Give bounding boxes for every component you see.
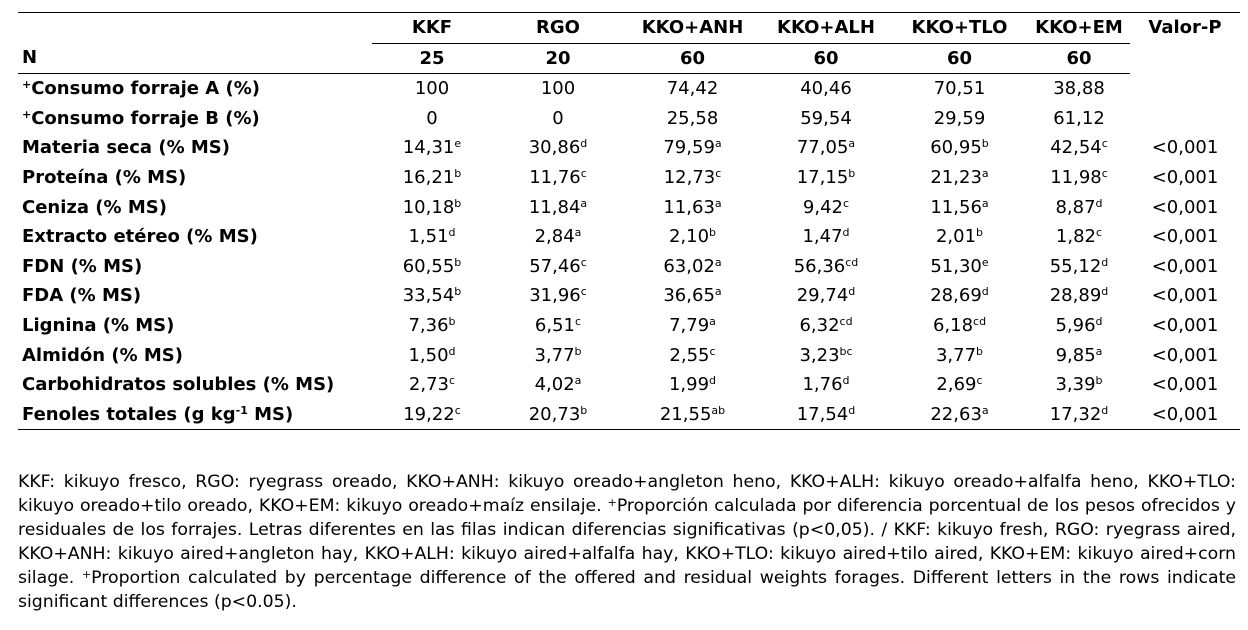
value-text: 2,69 — [936, 374, 977, 396]
value-cell — [492, 133, 624, 163]
value-cell — [891, 311, 1028, 341]
significance-letter: a — [714, 196, 722, 210]
value-text: 29,59 — [933, 107, 986, 129]
value-cell — [891, 400, 1028, 430]
significance-letter: a — [848, 137, 856, 151]
value-text: 28,69 — [930, 285, 982, 307]
significance-letter: d — [448, 344, 456, 358]
significance-letter: b — [976, 344, 984, 358]
value-text: 74,42 — [666, 78, 719, 100]
value-cell — [891, 341, 1028, 371]
value-cell — [1028, 74, 1130, 104]
table-row — [18, 74, 1240, 104]
value-cell — [891, 281, 1028, 311]
value-cell — [761, 222, 891, 252]
value-cell — [372, 341, 492, 371]
value-text: 3,23 — [799, 344, 840, 366]
value-cell — [1028, 163, 1130, 193]
significance-letter: c — [580, 285, 587, 299]
value-cell — [1028, 400, 1130, 430]
significance-letter: a — [714, 285, 722, 299]
value-cell — [624, 163, 761, 193]
significance-letter: ab — [711, 403, 726, 417]
value-text: 61,12 — [1053, 107, 1105, 129]
value-text: 1,51 — [408, 226, 449, 248]
value-cell — [372, 74, 492, 104]
value-cell — [891, 104, 1028, 134]
empty-cell — [1130, 43, 1240, 74]
row-label-text: Consumo forraje A (%) — [31, 78, 260, 100]
row-label — [18, 222, 372, 252]
value-cell — [372, 370, 492, 400]
significance-letter: c — [575, 314, 582, 328]
n-value: 60 — [891, 43, 1028, 74]
value-text: 1,82 — [1055, 226, 1096, 248]
row-label — [18, 74, 372, 104]
significance-letter: a — [1095, 344, 1103, 358]
value-cell — [624, 193, 761, 223]
table-footnote — [18, 470, 1236, 614]
table-row — [18, 163, 1240, 193]
significance-letter: c — [1101, 137, 1108, 151]
significance-letter: d — [848, 403, 856, 417]
header-row — [18, 13, 1240, 44]
value-cell — [761, 163, 891, 193]
value-text: 30,86 — [528, 137, 581, 159]
table-row — [18, 370, 1240, 400]
value-cell — [624, 341, 761, 371]
value-text: 11,76 — [529, 166, 581, 188]
significance-letter: d — [981, 285, 989, 299]
row-label — [18, 311, 372, 341]
significance-letter: d — [1101, 403, 1109, 417]
value-text: 0 — [552, 107, 564, 129]
value-text: 60,55 — [402, 255, 455, 277]
row-label-text: Consumo forraje B (%) — [31, 107, 260, 129]
value-text: 70,51 — [933, 78, 986, 100]
value-cell — [1028, 193, 1130, 223]
table-row — [18, 133, 1240, 163]
table-row — [18, 104, 1240, 134]
value-text: 21,23 — [930, 166, 982, 188]
row-label — [18, 163, 372, 193]
significance-letter: b — [981, 137, 989, 151]
significance-letter: a — [981, 166, 989, 180]
n-value: 60 — [761, 43, 891, 74]
significance-letter: d — [842, 374, 850, 388]
pvalue-cell: <0,001 — [1151, 137, 1219, 159]
value-cell — [624, 133, 761, 163]
value-text: 25,58 — [666, 107, 719, 129]
value-text: 29,74 — [796, 285, 849, 307]
value-cell — [492, 311, 624, 341]
significance-letter: d — [1095, 314, 1103, 328]
pvalue-header: Valor-P — [1148, 17, 1222, 38]
column-header: RGO — [492, 13, 624, 44]
significance-letter: d — [842, 226, 850, 240]
value-text: 4,02 — [534, 374, 575, 396]
value-cell — [372, 133, 492, 163]
value-text: 1,76 — [802, 374, 843, 396]
significance-letter: c — [580, 255, 587, 269]
value-text: 22,63 — [930, 403, 982, 425]
value-cell — [492, 252, 624, 282]
value-text: 7,79 — [669, 314, 710, 336]
value-cell — [624, 74, 761, 104]
value-cell — [372, 104, 492, 134]
value-text: 57,46 — [529, 255, 581, 277]
n-value: 25 — [372, 43, 492, 74]
significance-letter: c — [580, 166, 587, 180]
value-cell — [1028, 222, 1130, 252]
value-text: 19,22 — [403, 403, 455, 425]
value-text: 2,10 — [668, 226, 710, 248]
footnote-text: Proporción calculada por diferencia porcentual de los pesos ofrecidos y residuales de los forrajes. Letras diferentes en las filas indican diferencias significativas (p<0,05). / KKF: kikuyo fresh, RGO: ryegrass aired, KKO+ANH: kikuyo aired+angleton hay, KKO+ALH: kikuyo aired+alfalfa hay, KKO+TLO: kikuyo aired+tilo aired, KKO+EM: kikuyo aired+corn silage. — [18, 496, 1236, 588]
significance-letter: d — [1101, 255, 1109, 269]
row-label: N — [18, 43, 372, 74]
nutrient-table-container — [18, 12, 1240, 430]
value-cell — [1028, 281, 1130, 311]
value-cell — [624, 252, 761, 282]
significance-letter: a — [981, 403, 989, 417]
significance-letter: d — [580, 137, 588, 151]
significance-letter: a — [709, 314, 716, 328]
row-label — [18, 193, 372, 223]
row-label-text: Extracto etéreo (% MS) — [22, 226, 258, 248]
value-cell — [1028, 252, 1130, 282]
value-cell — [372, 193, 492, 223]
footnote-plus-mark: + — [607, 496, 617, 509]
table-row — [18, 193, 1240, 223]
n-value: 60 — [624, 43, 761, 74]
value-text: 6,32 — [799, 314, 840, 336]
significance-letter: c — [1096, 226, 1103, 240]
plus-mark: + — [22, 78, 32, 92]
value-cell — [891, 133, 1028, 163]
value-text: 60,95 — [930, 137, 982, 159]
significance-letter: a — [574, 226, 582, 240]
value-text: 1,47 — [802, 226, 843, 248]
significance-letter: b — [454, 255, 462, 269]
significance-letter: b — [580, 403, 588, 417]
row-label-text: Proteína (% MS) — [22, 166, 187, 188]
value-text: 9,85 — [1055, 344, 1096, 366]
column-header: KKO+EM — [1028, 13, 1130, 44]
row-label — [18, 252, 372, 282]
row-label — [18, 281, 372, 311]
value-text: 8,87 — [1055, 196, 1096, 218]
value-text: 38,88 — [1053, 78, 1105, 100]
significance-letter: c — [454, 403, 461, 417]
value-cell — [761, 341, 891, 371]
significance-letter: a — [580, 196, 588, 210]
value-cell — [761, 400, 891, 430]
value-text: 3,39 — [1055, 374, 1096, 396]
value-cell — [492, 193, 624, 223]
significance-letter: b — [709, 226, 717, 240]
row-label-text: Ceniza (% MS) — [22, 196, 167, 218]
significance-letter: a — [714, 137, 722, 151]
value-text: 56,36 — [793, 255, 846, 277]
value-text: 59,54 — [800, 107, 852, 129]
significance-letter: c — [1101, 166, 1108, 180]
significance-letter: d — [709, 374, 717, 388]
row-label-text: Lignina (% MS) — [22, 314, 175, 336]
significance-letter: d — [448, 226, 456, 240]
significance-letter: e — [454, 137, 462, 151]
value-cell — [761, 370, 891, 400]
value-cell — [492, 400, 624, 430]
significance-letter: e — [981, 255, 989, 269]
pvalue-cell: <0,001 — [1151, 285, 1219, 307]
nutrient-composition-table — [18, 12, 1240, 430]
table-row — [18, 281, 1240, 311]
value-cell — [624, 370, 761, 400]
value-text: 11,63 — [663, 196, 715, 218]
value-cell — [624, 281, 761, 311]
pvalue-cell: <0,001 — [1151, 374, 1219, 396]
row-label — [18, 341, 372, 371]
value-text: 20,73 — [528, 403, 581, 425]
value-text: 2,55 — [669, 344, 710, 366]
n-value: 60 — [1028, 43, 1130, 74]
value-text: 17,15 — [796, 166, 849, 188]
value-cell — [492, 74, 624, 104]
value-cell — [492, 370, 624, 400]
pvalue-cell — [1130, 74, 1240, 104]
column-header: KKF — [372, 13, 492, 44]
value-cell — [891, 252, 1028, 282]
value-text: 11,98 — [1050, 166, 1102, 188]
value-cell — [372, 400, 492, 430]
significance-letter: c — [976, 374, 983, 388]
significance-letter: cd — [845, 255, 859, 269]
pvalue-cell: <0,001 — [1151, 255, 1219, 277]
significance-letter: b — [1095, 374, 1103, 388]
table-row — [18, 311, 1240, 341]
table-body — [18, 43, 1240, 430]
value-text: 51,30 — [930, 255, 982, 277]
value-cell — [761, 252, 891, 282]
value-cell — [624, 222, 761, 252]
value-text: 42,54 — [1050, 137, 1102, 159]
pvalue-cell: <0,001 — [1151, 314, 1219, 336]
value-text: 6,51 — [534, 314, 575, 336]
value-text: 17,54 — [796, 403, 849, 425]
value-cell — [891, 193, 1028, 223]
significance-letter: bc — [839, 344, 853, 358]
table-row — [18, 400, 1240, 430]
value-cell — [1028, 133, 1130, 163]
significance-letter: b — [454, 285, 462, 299]
value-cell — [891, 370, 1028, 400]
pvalue-cell: <0,001 — [1130, 400, 1240, 430]
value-cell — [372, 222, 492, 252]
n-value: 20 — [492, 43, 624, 74]
value-text: 11,84 — [528, 196, 581, 218]
value-text: 9,42 — [802, 196, 843, 218]
value-cell — [761, 193, 891, 223]
value-text: 1,50 — [408, 344, 449, 366]
significance-letter: b — [454, 196, 462, 210]
value-cell — [492, 163, 624, 193]
footnote-plus-mark: + — [81, 568, 92, 581]
exponent-text: -1 — [235, 403, 248, 417]
value-text: 21,55 — [659, 403, 712, 425]
value-cell — [492, 104, 624, 134]
significance-letter: d — [1101, 285, 1109, 299]
value-cell — [492, 281, 624, 311]
row-label-text: Materia seca (% MS) — [22, 137, 230, 159]
value-text: 55,12 — [1049, 255, 1102, 277]
value-cell — [624, 104, 761, 134]
value-cell — [761, 311, 891, 341]
row-label-text: Almidón (% MS) — [22, 344, 183, 366]
table-row — [18, 252, 1240, 282]
value-text: 7,36 — [408, 314, 449, 336]
value-text: 5,96 — [1055, 314, 1096, 336]
value-cell — [761, 133, 891, 163]
value-cell — [492, 222, 624, 252]
value-text: 28,89 — [1049, 285, 1102, 307]
header-empty-cell — [18, 13, 372, 44]
table-row — [18, 341, 1240, 371]
row-label-text: FDN (% MS) — [22, 255, 143, 277]
column-header: KKO+ALH — [761, 13, 891, 44]
value-text: 100 — [540, 78, 576, 100]
table-row — [18, 222, 1240, 252]
value-cell — [761, 281, 891, 311]
value-text: 3,77 — [534, 344, 575, 366]
value-cell — [624, 311, 761, 341]
significance-letter: c — [709, 344, 716, 358]
value-cell — [1028, 104, 1130, 134]
significance-letter: c — [843, 196, 850, 210]
value-text: 16,21 — [402, 166, 455, 188]
significance-letter: b — [848, 166, 856, 180]
value-text: 17,32 — [1049, 403, 1102, 425]
significance-letter: cd — [839, 314, 853, 328]
value-cell — [624, 400, 761, 430]
significance-letter: d — [848, 285, 856, 299]
footnote-text: Proportion calculated by percentage difference of the offered and residual weights forages. Different letters in the rows indicate significant differences (p<0.05). — [18, 568, 1236, 612]
value-text: 36,65 — [663, 285, 715, 307]
value-text: 3,77 — [935, 344, 977, 366]
value-text: 6,18 — [932, 314, 974, 336]
value-text: 2,73 — [408, 374, 449, 396]
footnote-text: KKF: kikuyo fresco, RGO: ryegrass oreado, KKO+ANH: kikuyo oreado+angleton heno, KKO+ALH: kikuyo oreado+alfalfa heno, KKO+TLO: kikuyo oreado+tilo oreado, KKO+EM: kikuyo oreado+maíz ensilaje. — [18, 472, 1236, 516]
row-label-text: Carbohidratos solubles (% MS) — [22, 373, 335, 395]
value-text: 2,01 — [935, 226, 977, 248]
value-text: 33,54 — [402, 285, 455, 307]
plus-mark: + — [22, 107, 32, 121]
value-cell — [891, 74, 1028, 104]
value-text: 10,18 — [402, 196, 455, 218]
value-cell — [372, 281, 492, 311]
value-text: 63,02 — [663, 255, 715, 277]
row-label — [18, 104, 372, 134]
significance-letter: b — [976, 226, 984, 240]
significance-letter: b — [448, 314, 456, 328]
significance-letter: a — [981, 196, 989, 210]
value-text: 12,73 — [663, 166, 716, 188]
value-cell — [372, 311, 492, 341]
value-text: 2,84 — [534, 226, 575, 248]
row-label — [18, 370, 372, 400]
column-header: KKO+TLO — [891, 13, 1028, 44]
significance-letter: c — [715, 166, 722, 180]
pvalue-cell: <0,001 — [1151, 344, 1219, 366]
row-label-text: Fenoles totales (g $kg^{-1}$ MS) — [22, 403, 294, 425]
value-cell — [761, 104, 891, 134]
significance-letter: d — [1095, 196, 1103, 210]
significance-letter: cd — [973, 314, 987, 328]
n-row — [18, 43, 1240, 74]
pvalue-cell: <0,001 — [1151, 226, 1219, 248]
value-text: 31,96 — [529, 285, 581, 307]
pvalue-cell: <0,001 — [1151, 166, 1219, 188]
significance-letter: a — [714, 255, 722, 269]
value-cell — [891, 222, 1028, 252]
significance-letter: a — [574, 374, 582, 388]
value-text: 0 — [426, 107, 438, 129]
value-cell — [761, 74, 891, 104]
value-cell — [372, 252, 492, 282]
value-cell — [1028, 370, 1130, 400]
significance-letter: c — [449, 374, 456, 388]
value-text: 14,31 — [402, 137, 455, 159]
row-label — [18, 400, 372, 430]
significance-letter: b — [574, 344, 582, 358]
value-text: 77,05 — [796, 137, 849, 159]
value-text: 100 — [414, 78, 450, 100]
value-cell — [891, 163, 1028, 193]
significance-letter: b — [454, 166, 462, 180]
pvalue-cell — [1130, 104, 1240, 134]
column-header: KKO+ANH — [624, 13, 761, 44]
value-cell — [492, 341, 624, 371]
value-text: 11,56 — [930, 196, 982, 218]
value-text: 1,99 — [668, 374, 710, 396]
value-cell — [1028, 311, 1130, 341]
pvalue-cell: <0,001 — [1151, 196, 1219, 218]
row-label-text: FDA (% MS) — [22, 285, 142, 307]
value-cell — [372, 163, 492, 193]
value-text: 79,59 — [663, 137, 715, 159]
value-cell — [1028, 341, 1130, 371]
value-text: 40,46 — [800, 78, 852, 100]
row-label — [18, 133, 372, 163]
